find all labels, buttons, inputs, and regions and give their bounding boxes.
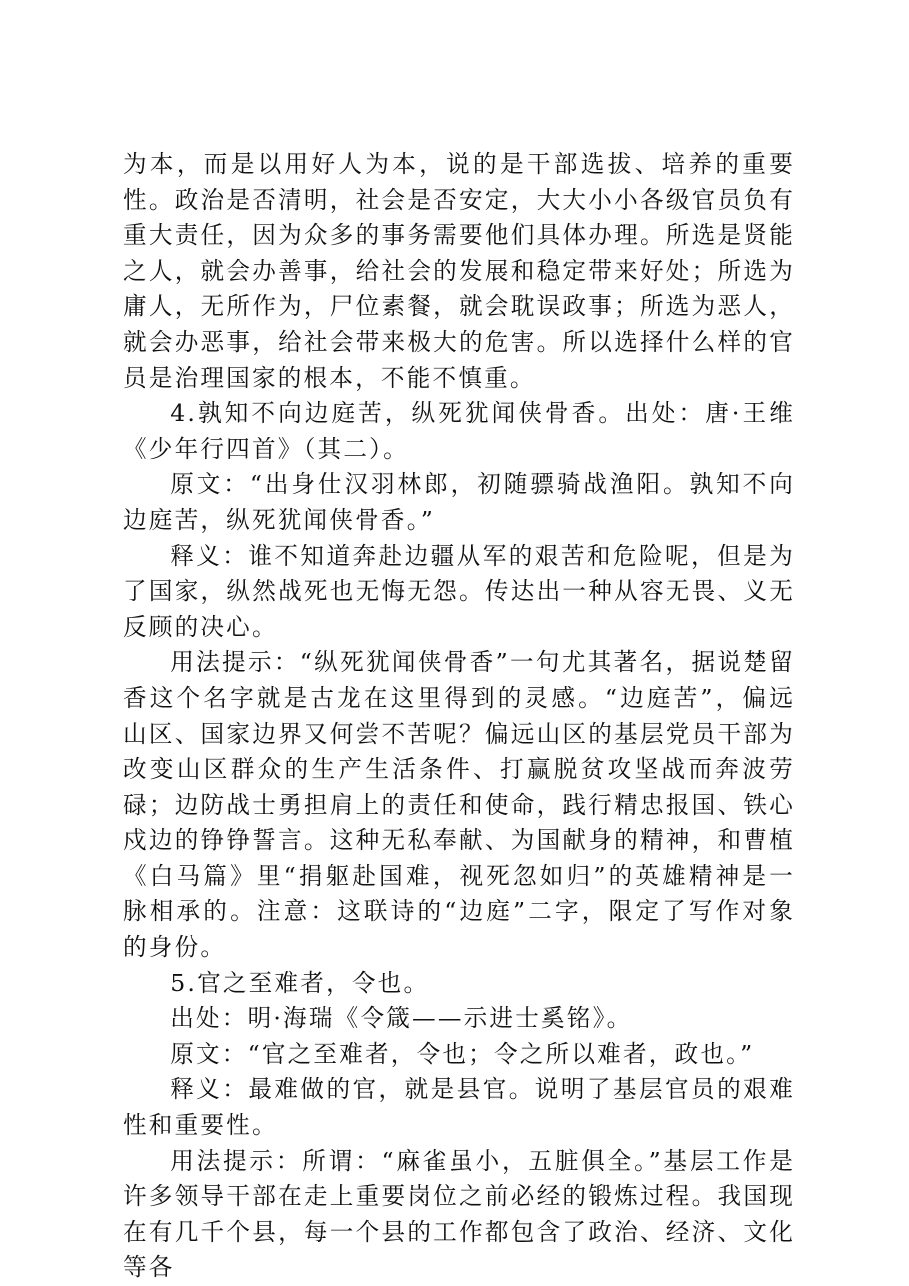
document-body xyxy=(123,147,795,1286)
item-4-usage-tip: 用法提示：“纵死犹闻侠骨香”一句尤其著名，据说楚留香这个名字就是古龙在这里得到的灵感。“边庭苦”，偏远山区、国家边界又何尝不苦呢？偏远山区的基层党员干部为改变山区群众的生产生活条件、打赢脱贫攻坚战而奔波劳碌；边防战士勇担肩上的责任和使命，践行精忠报国、铁心戍边的铮铮誓言。这种无私奉献、为国献身的精神，和曹植《白马篇》里“捐躯赴国难，视死忽如归”的英雄精神是一脉相承的。注意：这联诗的“边庭”二字，限定了写作对象的身份。 xyxy=(123,648,795,962)
item-5-original-text: 原文：“官之至难者，令也；令之所以难者，政也。” xyxy=(170,1039,755,1068)
item-4-interpretation: 释义：谁不知道奔赴边疆从军的艰苦和危险呢，但是为了国家，纵然战死也无悔无怨。传达出一种从容无畏、义无反顾的决心。 xyxy=(123,541,795,641)
item-5-heading: 5.官之至难者，令也。 xyxy=(170,968,430,997)
item-5-source: 出处：明·海瑞《令箴——示进士奚铭》。 xyxy=(170,1004,633,1033)
item-4-heading: 4.孰知不向边庭苦，纵死犹闻侠骨香。出处：唐·王维《少年行四首》（其二）。 xyxy=(123,399,795,463)
paragraph-continuation: 为本，而是以用好人为本，说的是干部选拔、培养的重要性。政治是否清明，社会是否安定，大大小小各级官员负有重大责任，因为众多的事务需要他们具体办理。所选是贤能之人，就会办善事，给社会的发展和稳定带来好处；所选为庸人，无所作为，尸位素餐，就会耽误政事；所选为恶人，就会办恶事，给社会带来极大的危害。所以选择什么样的官员是治理国家的根本，不能不慎重。 xyxy=(123,150,795,392)
item-5-interpretation: 释义：最难做的官，就是县官。说明了基层官员的艰难性和重要性。 xyxy=(123,1075,795,1140)
item-5-usage-tip: 用法提示：所谓：“麻雀虽小，五脏俱全。”基层工作是许多领导干部在走上重要岗位之前必经的锻炼过程。我国现在有几千个县，每一个县的工作都包含了政治、经济、文化等各 xyxy=(123,1146,795,1282)
item-4-original-text: 原文：“出身仕汉羽林郎，初随骠骑战渔阳。孰知不向边庭苦，纵死犹闻侠骨香。” xyxy=(123,470,795,534)
